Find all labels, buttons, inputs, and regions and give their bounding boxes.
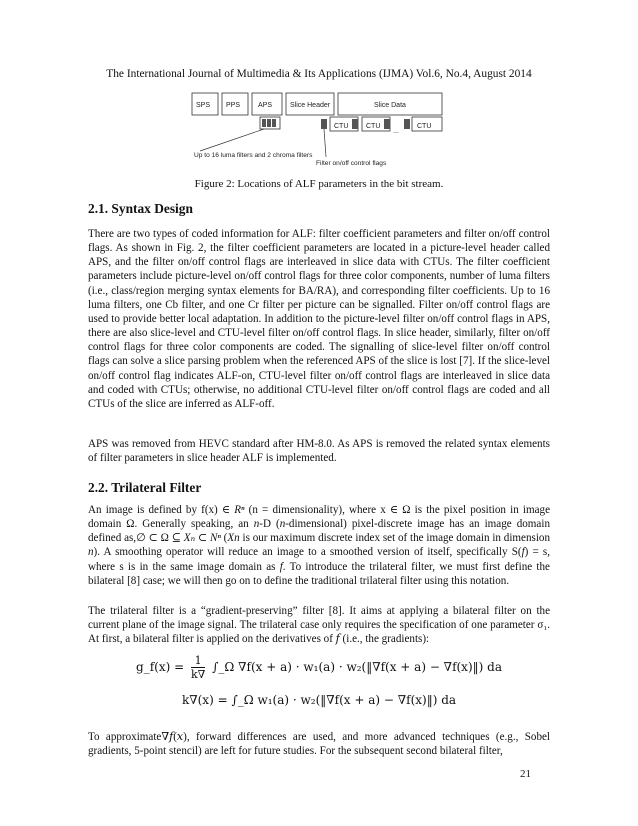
flags-pointer — [324, 129, 326, 157]
eq2-lhs: k∇(x) = — [181, 693, 228, 707]
flag-mark — [321, 119, 327, 129]
paragraph-trilateral-1: An image is defined by f(x) ∈ Rⁿ (n = dimensionality), where x ∈ Ω is the pixel position in image domain Ω. Generally speaking, an n-D (n-dimensional) pixel-discrete image has an image domain defined as,∅ ⊂ Ω ⊆ Xₙ ⊂ Nⁿ (Xn is our maximum discrete index set of the image domain in dimension n). A smoothing operator will reduce an image to a smoothed version of itself, specifically S(f) = s, where s is in the same image domain as f. To introduce the trilateral filter, we must first define the bilateral [8] case; we will then go on to define the traditional trilateral filter using this notation. — [88, 504, 550, 587]
flag-mark — [384, 119, 390, 129]
ctu-label-2: CTU — [366, 123, 381, 130]
page-number: 21 — [520, 768, 531, 780]
bitstream-diagram — [190, 91, 450, 171]
eq1-fraction-denominator: k∇ — [190, 668, 206, 681]
equation-normalization — [0, 693, 638, 707]
slice-header-label: Slice Header — [290, 102, 331, 109]
flag-mark — [352, 119, 358, 129]
eq1-fraction — [191, 654, 205, 681]
equation-gradient-bilateral — [0, 654, 638, 681]
pps-label: PPS — [226, 102, 241, 109]
section-heading-syntax-design: 2.1. Syntax Design — [88, 201, 193, 216]
paragraph-trilateral-2: The trilateral filter is a “gradient-preserving” filter [8]. It aims at applying a bilateral filter on the current plane of the image signal. The trilateral case only requires the specification of one parameter σ₁. At first, a bilateral filter is applied on the derivatives of 𝑓 (i.e., the gradients): — [88, 605, 550, 646]
filter-mark — [262, 119, 266, 127]
ctu-label-3: CTU — [417, 123, 432, 130]
flags-label: Filter on/off control flags — [316, 160, 387, 167]
figure-alf-bitstream — [190, 91, 450, 171]
eq1-rhs: ∫_Ω ∇f(x + a) · w₁(a) · w₂(‖∇f(x + a) − ∇f(x)‖) da — [212, 660, 502, 674]
paragraph-syntax-2: APS was removed from HEVC standard after HM-8.0. As APS is removed the related syntax elements of filter parameters in slice header ALF is implemented. — [88, 438, 550, 465]
figure-caption: Figure 2: Locations of ALF parameters in the bit stream. — [194, 178, 444, 190]
dots-label: ... — [393, 128, 399, 135]
eq1-lhs: g_f(x) = — [136, 660, 185, 674]
flag-mark — [404, 119, 410, 129]
section-heading-trilateral-filter: 2.2. Trilateral Filter — [88, 480, 202, 495]
paragraph-syntax-1: There are two types of coded information for ALF: filter coefficient parameters and filter on/off control flags. As shown in Fig. 2, the filter coefficient parameters are located in a picture-level header called APS, and the filter on/off control flags are interleaved in slice data with CTUs. The filter coefficient parameters include picture-level on/off control flags for three color components, number of luma filters (i.e., class/region merging syntax elements for BA/RA), and corresponding filter coefficients. Up to 16 luma filters, one Cb filter, and one Cr filter per picture can be signalled. Filter on/off control flags are used to provide better local adaptation. In addition to the picture-level filter on/off control flags in APS, there are also slice-level and CTU-level filter on/off control flags. In slice header, similarly, filter on/off control flags for three color components are coded. The signalling of slice-level filter on/off control flags can solve a slice parsing problem when the referenced APS of the slice is lost [7]. If the slice-level on/off control flag indicates ALF-on, CTU-level filter on/off control flags are interleaved in slice data and coded with CTUs; otherwise, no additional CTU-level filter on/off control flags are coded and all CTUs of the slice are inferred as ALF-off. — [88, 228, 550, 410]
slice-data-label: Slice Data — [374, 102, 406, 109]
filter-mark — [272, 119, 276, 127]
ctu-label-1: CTU — [334, 123, 349, 130]
running-header: The International Journal of Multimedia & Its Applications (IJMA) Vol.6, No.4, August 2014 — [106, 68, 532, 80]
filter-mark — [267, 119, 271, 127]
filters-label: Up to 16 luma filters and 2 chroma filters — [194, 152, 313, 159]
aps-label: APS — [258, 102, 273, 109]
eq1-fraction-numerator: 1 — [191, 654, 205, 668]
paragraph-trilateral-3: To approximate∇𝑓(𝑥), forward differences are used, and more advanced techniques (e.g., Sobel gradients, 5-point stencil) are left for future studies. For the subsequent second bilateral filter, — [88, 731, 550, 758]
filters-pointer — [200, 129, 264, 151]
eq2-rhs: ∫_Ω w₁(a) · w₂(‖∇f(x + a) − ∇f(x)‖) da — [231, 693, 457, 707]
sps-label: SPS — [196, 102, 211, 109]
